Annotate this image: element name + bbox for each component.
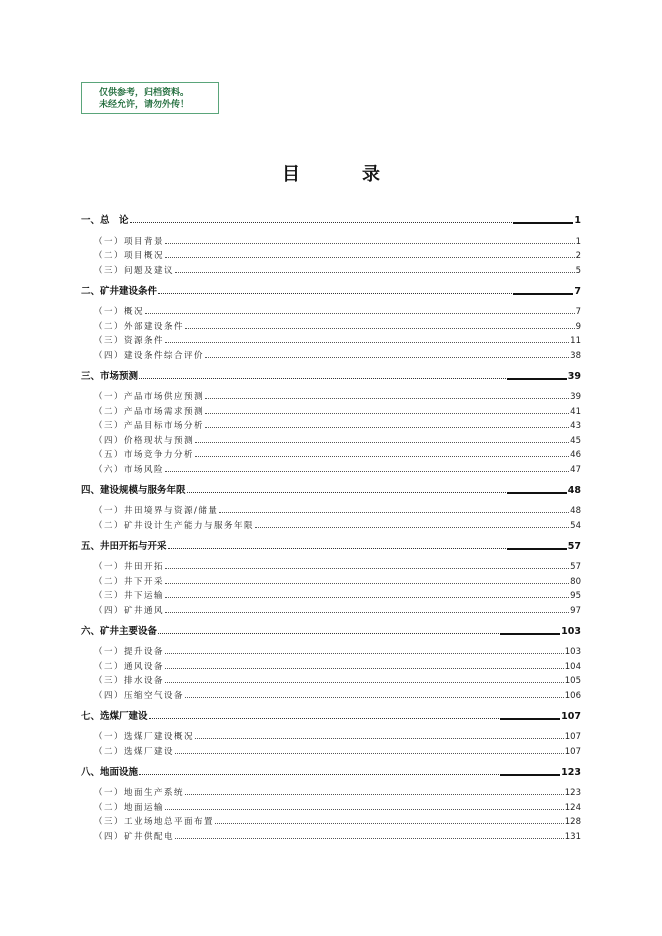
item-page-number: 1 bbox=[575, 236, 581, 247]
item-title: （五）市场竞争力分析 bbox=[94, 450, 195, 460]
item-title: （二）井下开采 bbox=[94, 576, 165, 587]
item-title: （一）井田境界与资源/储量 bbox=[94, 506, 219, 516]
item-title: （二）地面运输 bbox=[94, 802, 165, 813]
dot-leader bbox=[185, 328, 575, 329]
dot-leader bbox=[195, 442, 569, 443]
toc-item[interactable] bbox=[81, 388, 581, 403]
table-of-contents bbox=[81, 212, 581, 849]
dot-leader bbox=[205, 398, 569, 399]
item-page-number: 41 bbox=[570, 406, 581, 417]
item-page-number: 128 bbox=[564, 817, 581, 827]
item-page-number: 7 bbox=[575, 307, 581, 317]
item-page-number: 45 bbox=[570, 435, 581, 446]
dot-leader bbox=[185, 794, 564, 795]
toc-item[interactable] bbox=[81, 460, 581, 475]
toc-item[interactable] bbox=[81, 232, 581, 247]
toc-item[interactable] bbox=[81, 728, 581, 743]
section-page-number: 107 bbox=[561, 710, 581, 722]
dot-leader bbox=[158, 633, 499, 634]
section-rule bbox=[513, 293, 573, 295]
section-title: 一、总 论 bbox=[81, 215, 129, 226]
toc-section-items bbox=[81, 552, 581, 623]
item-title: （一）井田开拓 bbox=[94, 562, 165, 572]
toc-item[interactable] bbox=[81, 516, 581, 531]
section-page-number: 1 bbox=[574, 215, 581, 226]
dot-leader bbox=[175, 753, 564, 754]
item-title: （六）市场风险 bbox=[94, 464, 165, 475]
toc-section-items bbox=[81, 637, 581, 708]
item-page-number: 97 bbox=[570, 605, 581, 616]
item-title: （一）提升设备 bbox=[94, 647, 165, 657]
item-title: （三）排水设备 bbox=[94, 676, 165, 686]
toc-item[interactable] bbox=[81, 558, 581, 573]
item-title: （三）问题及建议 bbox=[94, 265, 175, 276]
confidential-notice-box bbox=[81, 82, 219, 114]
item-page-number: 11 bbox=[570, 336, 581, 346]
toc-item[interactable] bbox=[81, 332, 581, 347]
dot-leader bbox=[165, 568, 569, 569]
section-rule bbox=[507, 548, 567, 550]
toc-section-heading[interactable] bbox=[81, 623, 581, 637]
item-title: （三）产品目标市场分析 bbox=[94, 421, 205, 431]
toc-item[interactable] bbox=[81, 798, 581, 813]
toc-section-heading[interactable] bbox=[81, 538, 581, 552]
toc-section-heading[interactable] bbox=[81, 212, 581, 226]
title-char-2: 录 bbox=[362, 164, 380, 185]
section-title: 二、矿井建设条件 bbox=[81, 285, 158, 297]
item-page-number: 107 bbox=[564, 746, 581, 757]
item-title: （一）项目背景 bbox=[94, 236, 165, 247]
dot-leader bbox=[175, 838, 564, 839]
item-page-number: 104 bbox=[564, 661, 581, 672]
dot-leader bbox=[139, 774, 499, 775]
section-page-number: 103 bbox=[561, 625, 581, 637]
item-page-number: 57 bbox=[570, 562, 581, 572]
dot-leader bbox=[165, 653, 564, 654]
section-rule bbox=[507, 378, 567, 380]
item-page-number: 39 bbox=[570, 392, 581, 402]
item-page-number: 5 bbox=[575, 265, 581, 276]
toc-section-items bbox=[81, 722, 581, 764]
item-title: （四）压缩空气设备 bbox=[94, 690, 185, 701]
item-title: （四）价格现状与预测 bbox=[94, 435, 195, 446]
dot-leader bbox=[165, 668, 564, 669]
dot-leader bbox=[185, 697, 564, 698]
dot-leader bbox=[168, 548, 506, 549]
dot-leader bbox=[139, 378, 506, 379]
item-title: （一）概况 bbox=[94, 307, 145, 317]
item-page-number: 131 bbox=[564, 831, 581, 842]
section-page-number: 39 bbox=[567, 370, 581, 382]
toc-item[interactable] bbox=[81, 672, 581, 687]
item-title: （一）选煤厂建设概况 bbox=[94, 732, 195, 742]
dot-leader bbox=[215, 823, 564, 824]
dot-leader bbox=[158, 293, 512, 294]
toc-item[interactable] bbox=[81, 572, 581, 587]
toc-section-heading[interactable] bbox=[81, 482, 581, 496]
title-char-1: 目 bbox=[282, 164, 300, 185]
item-page-number: 105 bbox=[564, 676, 581, 686]
dot-leader bbox=[165, 809, 564, 810]
item-page-number: 54 bbox=[570, 520, 581, 531]
section-rule bbox=[500, 774, 560, 776]
item-title: （三）工业场地总平面布置 bbox=[94, 817, 215, 827]
dot-leader bbox=[195, 456, 569, 457]
toc-item[interactable] bbox=[81, 417, 581, 432]
item-page-number: 124 bbox=[564, 802, 581, 813]
section-page-number: 123 bbox=[561, 766, 581, 778]
item-page-number: 2 bbox=[575, 251, 581, 261]
dot-leader bbox=[149, 718, 500, 719]
item-page-number: 48 bbox=[570, 506, 581, 516]
toc-section-items bbox=[81, 778, 581, 849]
item-title: （二）项目概况 bbox=[94, 251, 165, 261]
section-rule bbox=[500, 633, 560, 635]
dot-leader bbox=[165, 471, 569, 472]
item-page-number: 80 bbox=[570, 576, 581, 587]
toc-item[interactable] bbox=[81, 247, 581, 262]
dot-leader bbox=[205, 357, 569, 358]
dot-leader bbox=[165, 597, 569, 598]
toc-item[interactable] bbox=[81, 813, 581, 828]
item-title: （一）地面生产系统 bbox=[94, 788, 185, 798]
dot-leader bbox=[195, 738, 564, 739]
toc-item[interactable] bbox=[81, 686, 581, 701]
toc-section-heading[interactable] bbox=[81, 368, 581, 382]
section-rule bbox=[507, 492, 567, 494]
section-page-number: 7 bbox=[574, 285, 581, 297]
dot-leader bbox=[165, 257, 575, 258]
item-page-number: 103 bbox=[564, 647, 581, 657]
dot-leader bbox=[130, 222, 513, 223]
toc-item[interactable] bbox=[81, 784, 581, 799]
section-title: 七、选煤厂建设 bbox=[81, 710, 148, 722]
toc-item[interactable] bbox=[81, 346, 581, 361]
dot-leader bbox=[255, 527, 569, 528]
toc-item[interactable] bbox=[81, 502, 581, 517]
toc-item[interactable] bbox=[81, 657, 581, 672]
page-title bbox=[0, 160, 662, 186]
item-page-number: 38 bbox=[570, 350, 581, 361]
section-title: 三、市场预测 bbox=[81, 370, 139, 382]
toc-item[interactable] bbox=[81, 643, 581, 658]
toc-item[interactable] bbox=[81, 303, 581, 318]
item-page-number: 47 bbox=[570, 464, 581, 475]
dot-leader bbox=[165, 682, 564, 683]
dot-leader bbox=[205, 427, 569, 428]
dot-leader bbox=[187, 492, 506, 493]
item-page-number: 95 bbox=[570, 591, 581, 601]
dot-leader bbox=[205, 413, 569, 414]
item-title: （一）产品市场供应预测 bbox=[94, 392, 205, 402]
toc-item[interactable] bbox=[81, 402, 581, 417]
toc-section-heading[interactable] bbox=[81, 764, 581, 778]
toc-item[interactable] bbox=[81, 587, 581, 602]
toc-item[interactable] bbox=[81, 261, 581, 276]
toc-section-heading[interactable] bbox=[81, 708, 581, 722]
toc-item[interactable] bbox=[81, 431, 581, 446]
section-rule bbox=[513, 222, 573, 224]
section-title: 四、建设规模与服务年限 bbox=[81, 484, 186, 496]
notice-line-2: 未经允许，请勿外传！ bbox=[99, 100, 190, 110]
section-title: 五、井田开拓与开采 bbox=[81, 540, 167, 552]
item-title: （四）矿井供配电 bbox=[94, 831, 175, 842]
toc-item[interactable] bbox=[81, 742, 581, 757]
section-title: 六、矿井主要设备 bbox=[81, 625, 158, 637]
dot-leader bbox=[175, 272, 575, 273]
item-title: （二）通风设备 bbox=[94, 661, 165, 672]
section-page-number: 57 bbox=[567, 540, 581, 552]
toc-section-items bbox=[81, 297, 581, 368]
section-page-number: 48 bbox=[567, 484, 581, 496]
item-title: （三）资源条件 bbox=[94, 336, 165, 346]
item-page-number: 106 bbox=[564, 690, 581, 701]
dot-leader bbox=[145, 313, 575, 314]
toc-item[interactable] bbox=[81, 446, 581, 461]
toc-section-items bbox=[81, 496, 581, 538]
dot-leader bbox=[165, 342, 569, 343]
item-page-number: 43 bbox=[570, 421, 581, 431]
item-title: （四）矿井通风 bbox=[94, 605, 165, 616]
item-title: （二）产品市场需求预测 bbox=[94, 406, 205, 417]
item-title: （二）外部建设条件 bbox=[94, 321, 185, 332]
toc-item[interactable] bbox=[81, 601, 581, 616]
dot-leader bbox=[165, 243, 575, 244]
toc-section-items bbox=[81, 226, 581, 283]
section-rule bbox=[500, 718, 560, 720]
dot-leader bbox=[165, 612, 569, 613]
toc-section-heading[interactable] bbox=[81, 283, 581, 297]
toc-item[interactable] bbox=[81, 317, 581, 332]
item-page-number: 9 bbox=[575, 321, 581, 332]
notice-line-1: 仅供参考，归档资料。 bbox=[99, 88, 190, 98]
item-title: （三）井下运输 bbox=[94, 591, 165, 601]
item-title: （二）矿井设计生产能力与服务年限 bbox=[94, 520, 255, 531]
section-title: 八、地面设施 bbox=[81, 766, 139, 778]
item-page-number: 46 bbox=[570, 450, 581, 460]
item-page-number: 123 bbox=[564, 788, 581, 798]
item-page-number: 107 bbox=[564, 732, 581, 742]
toc-item[interactable] bbox=[81, 827, 581, 842]
item-title: （二）选煤厂建设 bbox=[94, 746, 175, 757]
dot-leader bbox=[219, 512, 569, 513]
dot-leader bbox=[165, 583, 569, 584]
toc-section-items bbox=[81, 382, 581, 482]
item-title: （四）建设条件综合评价 bbox=[94, 350, 205, 361]
